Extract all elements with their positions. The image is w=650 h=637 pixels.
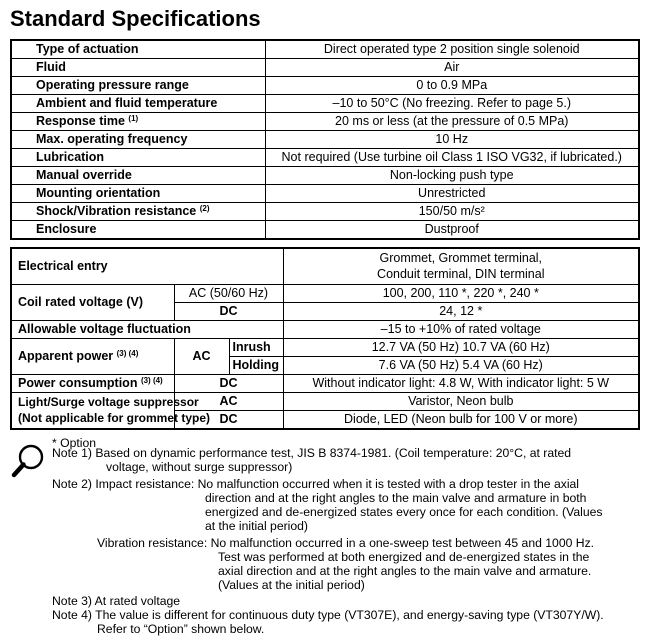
electrical-entry-value-line-1: Grommet, Grommet terminal,: [379, 251, 543, 266]
suppressor-ac-label: AC: [174, 392, 283, 410]
holding-label: Holding: [229, 356, 283, 374]
spec-row: [11, 40, 639, 59]
spec-row: [11, 113, 639, 131]
spec-value: Dustproof: [265, 221, 639, 240]
spec-value: Air: [265, 59, 639, 77]
spec-label-text: Response time: [36, 114, 125, 128]
suppressor-dc-value: Diode, LED (Neon bulb for 100 V or more): [283, 410, 639, 429]
spec-value: 0 to 0.9 MPa: [265, 77, 639, 95]
note-line: Refer to “Option” shown below.: [97, 622, 265, 636]
power-consumption-text: Power consumption: [18, 375, 138, 390]
spec-label: [11, 77, 265, 95]
spec-value: Non-locking push type: [265, 167, 639, 185]
spec-label-text: Shock/Vibration resistance: [36, 204, 197, 218]
standard-specifications-table: [10, 39, 640, 240]
suppressor-dc-label: DC: [174, 410, 283, 429]
note-line: Note 2) Impact resistance: No malfunction occurred when it is tested with a drop tester in the axial: [52, 477, 580, 491]
coil-dc-label: DC: [174, 302, 283, 320]
electrical-entry-value-line-2: Conduit terminal, DIN terminal: [377, 267, 545, 282]
spec-label-text: Operating pressure range: [36, 78, 189, 92]
spec-value: 150/50 m/s²: [265, 203, 639, 221]
spec-row: [11, 221, 639, 240]
note-line: Vibration resistance: No malfunction occurred in a one-sweep test between 45 and 1000 Hz.: [97, 536, 595, 550]
spec-label-text: Ambient and fluid temperature: [36, 96, 218, 110]
note-line: voltage, without surge suppressor): [106, 460, 293, 474]
apparent-power-note-ref: (3) (4): [116, 348, 139, 358]
coil-ac-label: AC (50/60 Hz): [174, 284, 283, 302]
holding-value: 7.6 VA (50 Hz) 5.4 VA (60 Hz): [283, 356, 639, 374]
spec-value: Unrestricted: [265, 185, 639, 203]
electrical-entry-label: Electrical entry: [11, 248, 283, 284]
spec-label: [11, 221, 265, 240]
electrical-entry-value: [283, 248, 639, 284]
spec-row: [11, 131, 639, 149]
spec-label-text: Enclosure: [36, 222, 97, 236]
coil-dc-value: 24, 12 *: [283, 302, 639, 320]
spec-row: [11, 203, 639, 221]
note-ref: (2): [199, 204, 210, 213]
note-ref: (1): [128, 114, 139, 123]
spec-label: [11, 185, 265, 203]
suppressor-ac-value: Varistor, Neon bulb: [283, 392, 639, 410]
power-consumption-note-ref: (3) (4): [140, 375, 163, 385]
spec-value: Not required (Use turbine oil Class 1 ISO VG32, if lubricated.): [265, 149, 639, 167]
spec-label: [11, 149, 265, 167]
spec-label: [11, 40, 265, 59]
inrush-value: 12.7 VA (50 Hz) 10.7 VA (60 Hz): [283, 338, 639, 356]
spec-label-text: Fluid: [36, 60, 66, 74]
spec-row: [11, 95, 639, 113]
power-consumption-value: Without indicator light: 4.8 W, With indicator light: 5 W: [283, 374, 639, 392]
spec-row: [11, 149, 639, 167]
suppressor-label-line-2: (Not applicable for grommet type): [18, 411, 211, 425]
spec-label-text: Manual override: [36, 168, 132, 182]
power-consumption-dc-label: DC: [174, 374, 283, 392]
spec-label: [11, 203, 265, 221]
spec-label-text: Max. operating frequency: [36, 132, 188, 146]
note-line: Test was performed at both energized and de-energized states in the: [218, 550, 590, 564]
note-line: Note 3) At rated voltage: [52, 594, 181, 608]
spec-label-text: Type of actuation: [36, 42, 139, 56]
page-title: Standard Specifications: [10, 6, 261, 31]
option-note: * Option: [52, 436, 97, 450]
spec-label: [11, 167, 265, 185]
inrush-label: Inrush: [229, 338, 283, 356]
suppressor-label-line-1: Light/Surge voltage suppressor: [18, 395, 199, 409]
spec-value: –10 to 50°C (No freezing. Refer to page 5.): [265, 95, 639, 113]
note-line: (Values at the initial period): [218, 578, 365, 592]
suppressor-label: [11, 392, 211, 429]
spec-label-text: Mounting orientation: [36, 186, 161, 200]
apparent-power-text: Apparent power: [18, 348, 114, 363]
spec-row: [11, 167, 639, 185]
note-line: energized and de-energized states every once for each condition. (Values: [205, 505, 603, 519]
magnifier-icon: [10, 442, 46, 482]
spec-label: [11, 113, 265, 131]
spec-value: 10 Hz: [265, 131, 639, 149]
spec-label: [11, 131, 265, 149]
spec-row: [11, 59, 639, 77]
note-line: at the initial period): [205, 519, 308, 533]
spec-row: [11, 185, 639, 203]
electrical-specifications-table: [10, 247, 640, 430]
note-line: Note 1) Based on dynamic performance test, JIS B 8374-1981. (Coil temperature: 20°C, at rated: [52, 446, 572, 460]
note-line: Note 4) The value is different for continuous duty type (VT307E), and energy-saving type (VT307Y/W).: [52, 608, 604, 622]
voltage-fluctuation-value: –15 to +10% of rated voltage: [283, 320, 639, 338]
voltage-fluctuation-label: Allowable voltage fluctuation: [11, 320, 283, 338]
coil-ac-value: 100, 200, 110 *, 220 *, 240 *: [283, 284, 639, 302]
spec-label-text: Lubrication: [36, 150, 105, 164]
apparent-power-label: [11, 338, 174, 374]
spec-row: [11, 77, 639, 95]
spec-label: [11, 59, 265, 77]
spec-value: 20 ms or less (at the pressure of 0.5 MPa): [265, 113, 639, 131]
apparent-power-ac-label: AC: [174, 338, 229, 374]
spec-label: [11, 95, 265, 113]
spec-value: Direct operated type 2 position single solenoid: [265, 40, 639, 59]
power-consumption-label: [11, 374, 174, 392]
note-line: axial direction and at the right angles to the main valve and armature.: [218, 564, 592, 578]
coil-rated-voltage-label: Coil rated voltage (V): [11, 284, 174, 320]
note-line: direction and at the right angles to the main valve and armature in both: [205, 491, 587, 505]
